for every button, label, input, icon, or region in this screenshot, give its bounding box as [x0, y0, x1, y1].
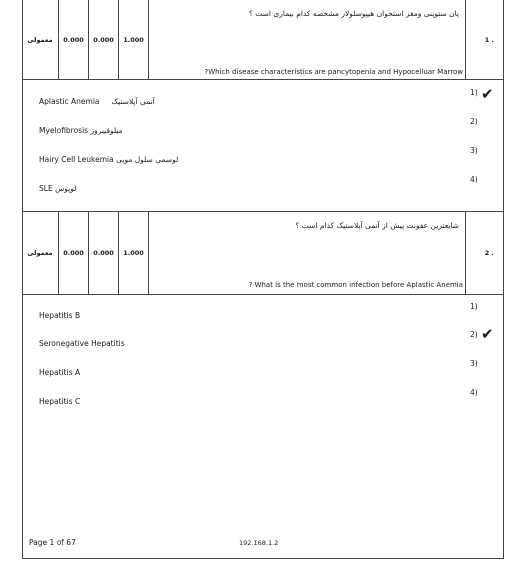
- option-1-3[interactable]: Hairy Cell Leukemia لوسمی سلول مویی: [39, 155, 179, 164]
- difficulty-cell: معمولی: [27, 35, 53, 44]
- option-number: 4): [470, 388, 478, 397]
- option-number: 1): [470, 88, 478, 97]
- option-2-1[interactable]: Hepatitis B: [39, 311, 81, 320]
- correct-check-icon: ✔: [481, 85, 494, 103]
- option-2-2[interactable]: Seronegative Hepatitis: [39, 339, 125, 348]
- correct-check-icon: ✔: [481, 325, 494, 343]
- question-text-fa: پان ستوپنی ومغز استخوان هیپوسلولار مشخصه کدام بیماری است ؟: [248, 9, 459, 18]
- host-address: 192.168.1.2: [239, 539, 279, 547]
- question-1-header: [22, 0, 504, 80]
- option-1-1[interactable]: Aplastic Anemia آنمی آپلاستیک: [39, 97, 155, 106]
- option-2-4[interactable]: Hepatitis C: [39, 397, 81, 406]
- option-2-3[interactable]: Hepatitis A: [39, 368, 81, 377]
- option-number: 2): [470, 330, 478, 339]
- difficulty-cell: معمولی: [27, 249, 53, 257]
- option-number: 4): [470, 175, 478, 184]
- question-text: [148, 0, 466, 79]
- option-number: 1): [470, 302, 478, 311]
- option-1-2[interactable]: Myelofibrosis میلوفیبروز: [39, 126, 123, 135]
- question-2-header: [22, 211, 504, 295]
- option-number: 3): [470, 359, 478, 368]
- stat-cell-3: 1.000: [118, 0, 148, 79]
- question-text-en: ? What is the most common infection before Aplastic Anemia: [248, 281, 463, 289]
- question-number: 1 .: [484, 35, 494, 44]
- stat-cell-3: 1.000: [118, 212, 148, 294]
- option-number: 3): [470, 146, 478, 155]
- page-number: Page 1 of 67: [29, 538, 76, 547]
- question-text-fa: شایعترین عفونت پیش از آنمی آپلاستیک کدام است ؟: [295, 221, 459, 230]
- stat-cell-1: 0.000: [58, 212, 88, 294]
- stat-cell-1: 0.000: [58, 0, 88, 79]
- question-text: [148, 212, 466, 294]
- question-text-en: ?Which disease characteristics are pancytopenia and Hypocelluar Marrow: [204, 68, 463, 76]
- stat-cell-2: 0.000: [88, 0, 118, 79]
- option-1-4[interactable]: SLE لوپوس: [39, 184, 77, 193]
- option-number: 2): [470, 117, 478, 126]
- question-number: 2 .: [484, 249, 494, 257]
- stat-cell-2: 0.000: [88, 212, 118, 294]
